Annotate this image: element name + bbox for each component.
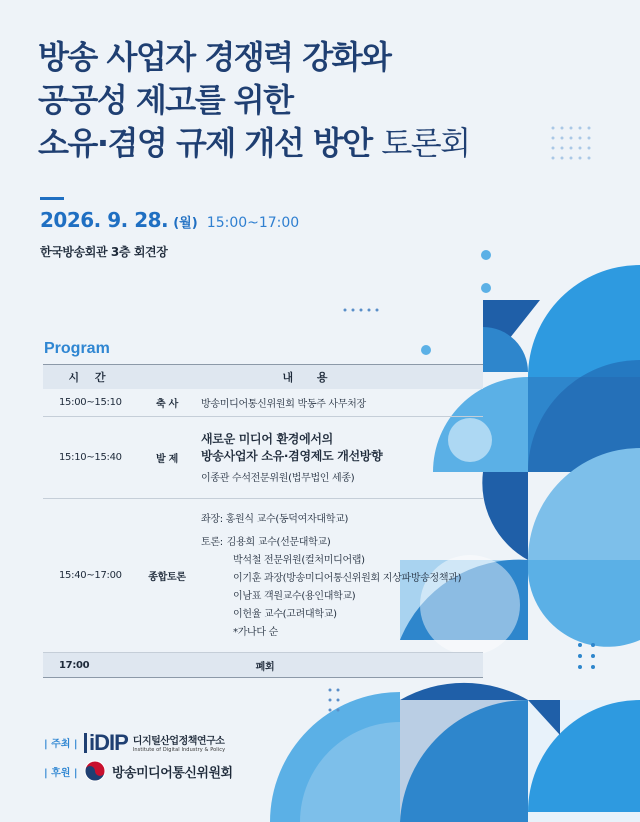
- table-header: [43, 364, 483, 389]
- event-venue: 한국방송회관 3층 회견장: [40, 245, 168, 259]
- dot-grid-top: [552, 127, 591, 160]
- host-name-english: Institute of Digital Industry & Policy: [132, 747, 226, 753]
- idip-logo-text: [133, 732, 225, 753]
- row-time: 17:00: [59, 659, 90, 671]
- panel-label: 토론:: [201, 536, 223, 548]
- host-row: [44, 729, 226, 755]
- row-content: [197, 510, 483, 642]
- taeguk-emblem-icon: [84, 760, 106, 782]
- row-type: 축 사: [156, 399, 178, 410]
- idip-logo: [84, 729, 226, 755]
- table-row: [43, 389, 483, 417]
- row-type: 발 제: [156, 454, 178, 465]
- idip-logo-mark: iDIP: [84, 733, 128, 753]
- table-row: [43, 499, 483, 653]
- row-type: 폐회: [255, 661, 275, 673]
- presentation-title-1: 새로운 미디어 환경에서의: [201, 432, 333, 446]
- host-name-korean: 디지털산업정책연구소: [132, 736, 225, 747]
- panelist: 이헌율 교수(고려대학교): [233, 608, 337, 620]
- row-content: [197, 431, 483, 484]
- event-title: [38, 36, 470, 165]
- title-divider: [40, 197, 64, 200]
- title-line-3-light: 토론회: [381, 124, 470, 162]
- event-day: (월): [173, 216, 198, 231]
- title-line-3-bold: 소유·겸영 규제 개선 방안: [38, 124, 372, 162]
- program-heading: Program: [44, 340, 110, 357]
- event-time: 15:00~17:00: [206, 215, 300, 231]
- row-type: 종합토론: [148, 572, 186, 583]
- sponsor-label: | 후원 |: [44, 767, 78, 779]
- presenter: 이종관 수석전문위원(법무법인 세종): [201, 473, 355, 484]
- moderator: 좌장: 홍원식 교수(동덕여자대학교): [201, 513, 349, 525]
- panelist: 이남표 객원교수(용인대학교): [233, 590, 356, 602]
- panel-list: [201, 534, 483, 552]
- row-time: 15:00~15:10: [59, 397, 122, 408]
- row-time: 15:40~17:00: [59, 570, 122, 581]
- title-line-3: [38, 122, 470, 165]
- program-table: [43, 364, 483, 678]
- kcc-logo: [84, 760, 233, 782]
- header-time: 시 간: [68, 371, 112, 384]
- panel-note: *가나다 순: [233, 626, 279, 638]
- title-line-1: 방송 사업자 경쟁력 강화와: [38, 38, 391, 76]
- table-row: [43, 653, 483, 678]
- host-label: | 주최 |: [44, 739, 78, 750]
- panelist: 이기훈 과장(방송미디어통신위원회 지상파방송정책과): [233, 572, 462, 584]
- sponsor-row: [44, 760, 233, 782]
- row-time: 15:10~15:40: [59, 452, 122, 463]
- panelists: [201, 552, 483, 642]
- panelist: 박석철 전문위원(컬처미디어랩): [233, 554, 365, 566]
- row-content: 방송미디어통신위원회 박동주 사무처장: [201, 399, 366, 410]
- sponsor-name: 방송미디어통신위원회: [112, 765, 233, 781]
- presentation-title-2: 방송사업자 소유·겸영제도 개선방향: [201, 449, 383, 463]
- title-line-2: 공공성 제고를 위한: [38, 81, 293, 119]
- event-date: 2026. 9. 28.: [40, 208, 169, 232]
- panelist: 김용희 교수(선문대학교): [226, 536, 331, 548]
- table-row: [43, 417, 483, 499]
- event-datetime: [40, 208, 299, 232]
- header-content: 내 용: [282, 371, 338, 384]
